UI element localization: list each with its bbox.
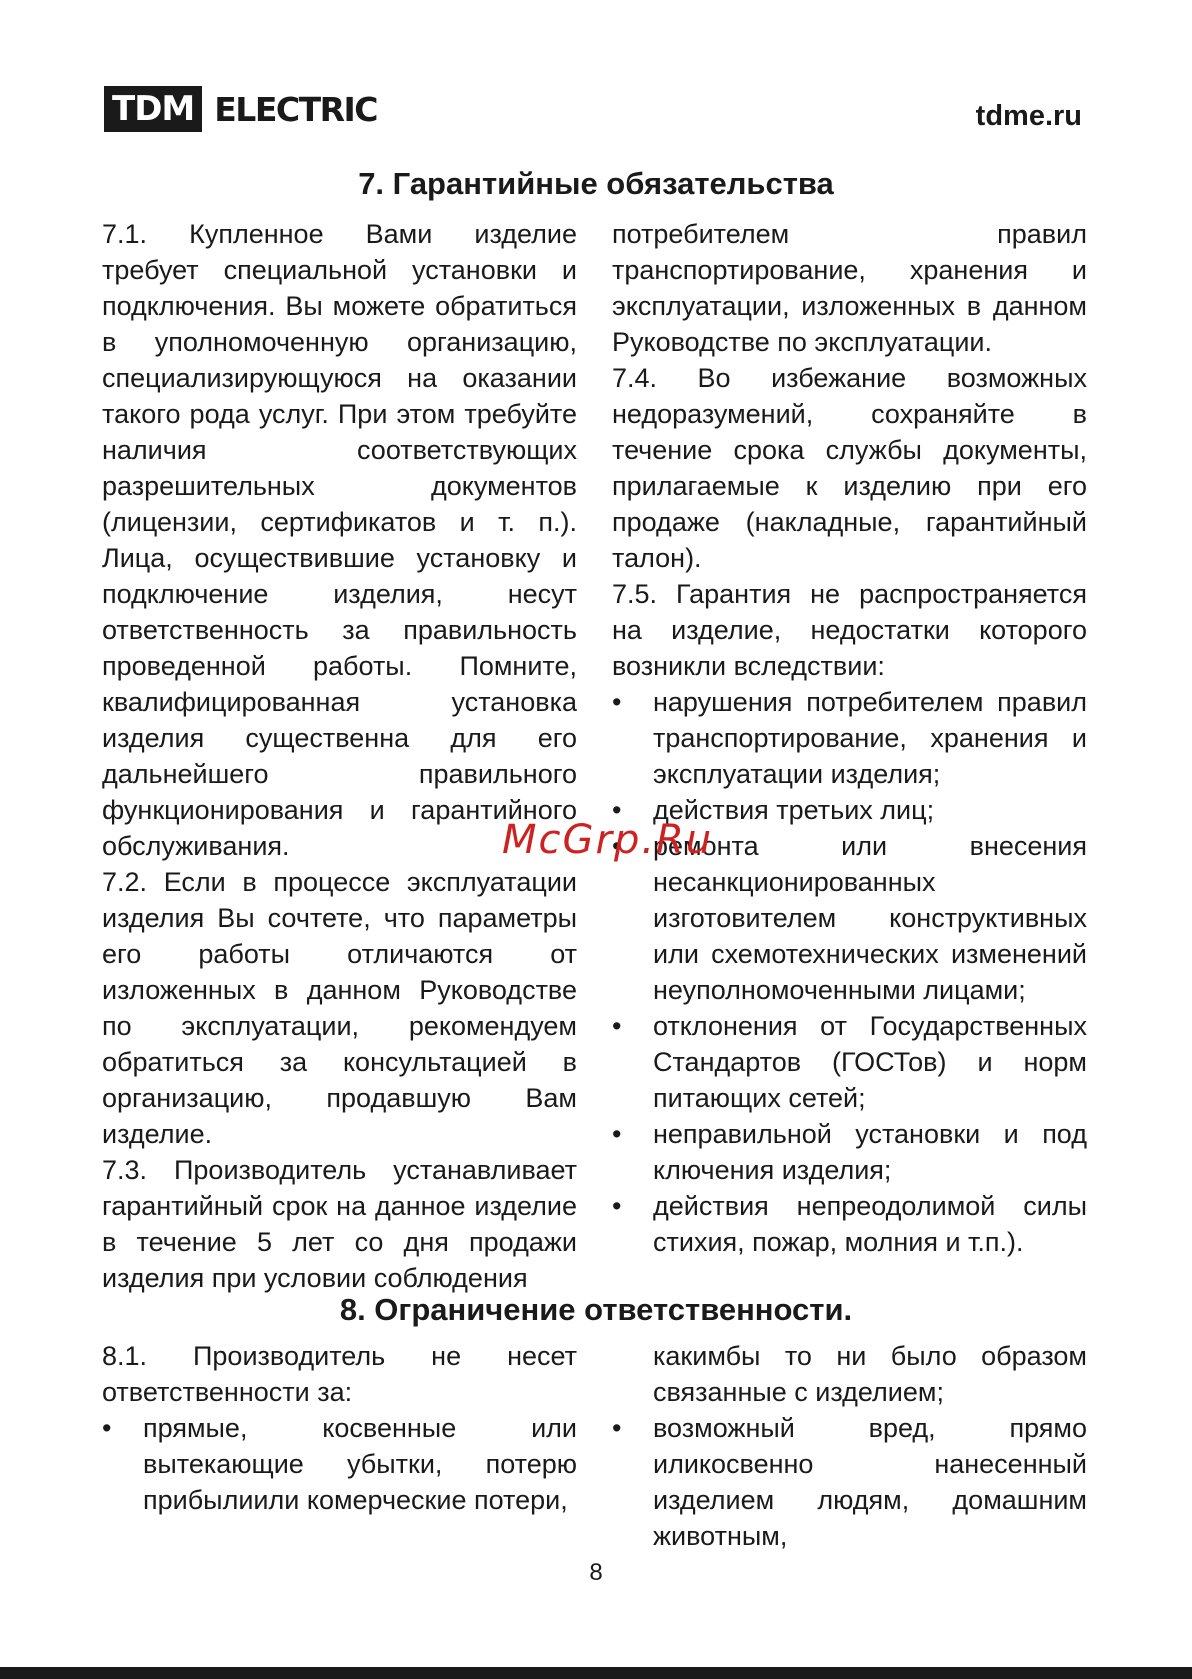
site-url: tdme.ru <box>975 100 1082 132</box>
list-item: • возможный вред, прямо иликосвенно нанесенный изделием людям, домашним животным, <box>612 1410 1087 1554</box>
section-7-right-column <box>612 216 1087 1260</box>
page-number: 8 <box>589 1559 603 1586</box>
section-8-left-column <box>102 1338 577 1518</box>
section-7-title: 7. Гарантийные обязательства <box>358 166 834 201</box>
list-item: • неправильной установки и под ключения изделия; <box>612 1116 1087 1188</box>
paragraph-7-2: 7.2. Если в процессе эксплуатации изделия Вы сочтете, что параметры его работы отличаются от изложенных в данном Руководстве по эксплуатации, рекомендуем обратиться за консультацией в организацию, продавшую Вам изделие. <box>102 867 577 1149</box>
paragraph-7-3: 7.3. Производитель устанавливает гарантийный срок на данное изделие в течение 5 лет со дня продажи изделия при условии соблюдения <box>102 1155 577 1293</box>
brand-logo <box>104 86 377 132</box>
list-item: • нарушения потребителем правил транспортирование, хранения и эксплуатации изделия; <box>612 684 1087 792</box>
section-8-title: 8. Ограничение ответственности. <box>339 1292 853 1327</box>
list-item-continued: какимбы то ни было образом связанные с изделием; <box>653 1341 1087 1407</box>
paragraph-7-5: 7.5. Гарантия не распространяется на изделие, недостатки которого возникли вследствии: <box>612 579 1087 681</box>
paragraph-7-4: 7.4. Во избежание возможных недоразумений, сохраняйте в течение срока службы документы, прилагаемые к изделию при его продаже (накладные, гарантийный талон). <box>612 363 1087 573</box>
paragraph-8-1: 8.1. Производитель не несет ответственности за: <box>102 1341 577 1407</box>
paragraph-7-3-continued: потребителем правил транспортирование, хранения и эксплуатации, изложенных в данном Руководстве по эксплуатации. <box>612 219 1087 357</box>
logo-box: TDM <box>104 86 202 132</box>
bottom-border <box>0 1667 1192 1679</box>
paragraph-7-1: 7.1. Купленное Вами изделие требует специальной установки и подключения. Вы можете обратиться в уполномоченную организацию, специализирующуюся на оказании такого рода услуг. При этом требуйте наличия соответствующих разрешительных документов (лицензии, сертификатов и т. п.). Лица, осуществившие установку и подключение изделия, несут ответственность за правильность проведенной работы. Помните, квалифицированная установка изделия существенна для его дальнейшего правильного функционирования и гарантийного обслуживания. <box>102 219 577 861</box>
watermark: McGrp.Ru <box>502 817 714 863</box>
section-7-left-column <box>102 216 577 1296</box>
section-8-right-column <box>612 1338 1087 1554</box>
list-item: • действия непреодолимой силы стихия, пожар, молния и т.п.). <box>612 1188 1087 1260</box>
list-item: • прямые, косвенные или вытекающие убытки, потерю прибылиили комерческие потери, <box>102 1410 577 1518</box>
logo-text: ELECTRIC <box>214 89 377 129</box>
list-item: • отклонения от Государственных Стандартов (ГОСТов) и норм питающих сетей; <box>612 1008 1087 1116</box>
list-item: • ремонта или внесения несанкционированных изготовителем конструктивных или схемотехнических изменений неуполномоченными лицами; <box>612 828 1087 1008</box>
list-item: • действия третьих лиц; <box>612 792 1087 828</box>
